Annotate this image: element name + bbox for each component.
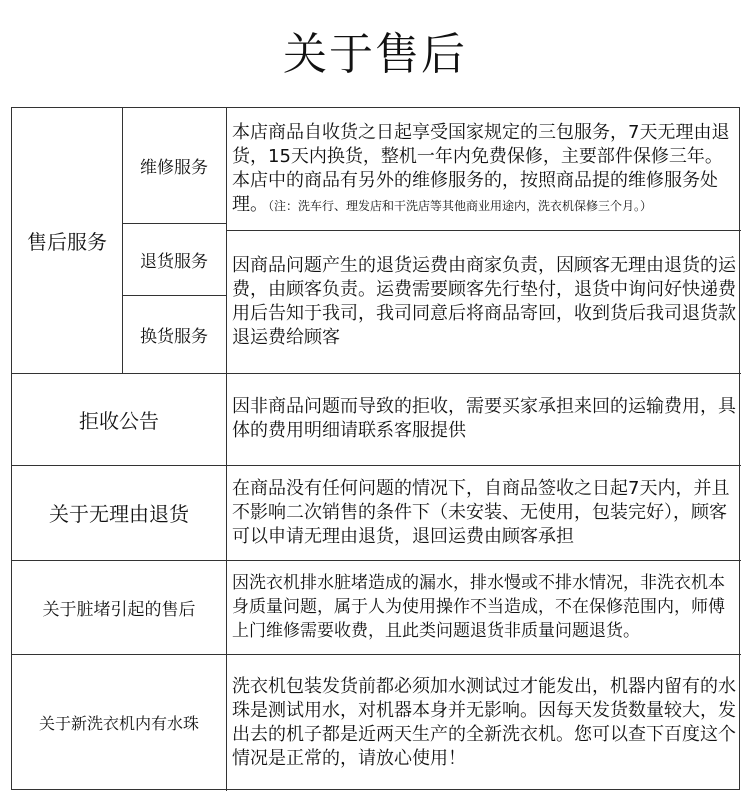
return-exchange-text: 因商品问题产生的退货运费由商家负责，因顾客无理由退货的运费，由顾客负责。运费需要顾客先行垫付，退货中询问好快递费用后告知于我司，我司同意后将商品寄回，收到货后我司退货款退运费给顾客 [232,254,736,348]
rejection-notice-text: 因非商品问题而导致的拒收，需要买家承担来回的运输费用，具体的费用明细请联系客服提供 [232,396,736,441]
return-service-label: 退货服务 [140,251,208,272]
repair-service-label: 维修服务 [140,158,208,178]
page-title: 关于售后 [283,29,467,80]
after-sales-table [11,107,740,790]
water-droplets-text: 洗衣机包装发货前都必须加水测试过才能发出，机器内留有的水珠是测试用水，对机器本身并无影响。因每天发货数量较大，发出去的机子都是近两天生产的全新洗衣机。您可以查下百度这个情况是正常的，请放心使用！ [232,675,736,769]
repair-service-note: （注：洗车行、理发店和干洗店等其他商业用途内，洗衣机保修三个月。） [268,198,653,213]
exchange-service-label: 换货服务 [140,326,208,347]
rejection-notice-content [226,373,741,465]
repair-service-content [226,108,741,230]
water-droplets-label: 关于新洗衣机内有水珠 [38,714,199,733]
rejection-notice-label: 拒收公告 [79,408,159,433]
clog-after-sales-text: 因洗衣机排水脏堵造成的漏水，排水慢或不排水情况，非洗衣机本身质量问题，属于人为使用操作不当造成，不在保修范围内，师傅上门维修需要收费，且此类问题退货非质量问题退货。 [232,573,725,641]
water-droplets-content [226,654,741,791]
no-reason-return-label: 关于无理由退货 [49,502,189,526]
repair-service-text: 本店商品自收货之日起享受国家规定的三包服务，7天无理由退货，15天内换货，整机一年内免费保修，主要部件保修三年。本店中的商品有另外的维修服务的，按照商品提的维修服务处理。 [232,121,730,215]
after-sales-label: 售后服务 [27,230,107,254]
no-reason-return-content [226,465,741,560]
no-reason-return-text: 在商品没有任何问题的情况下，自商品签收之日起7天内，并且不影响二次销售的条件下（未安装、无使用，包装完好），顾客可以申请无理由退货，退回运费由顾客承担 [232,477,730,547]
clog-after-sales-label: 关于脏堵引起的售后 [42,599,196,620]
clog-after-sales-content [226,560,741,654]
return-exchange-content [226,230,741,373]
